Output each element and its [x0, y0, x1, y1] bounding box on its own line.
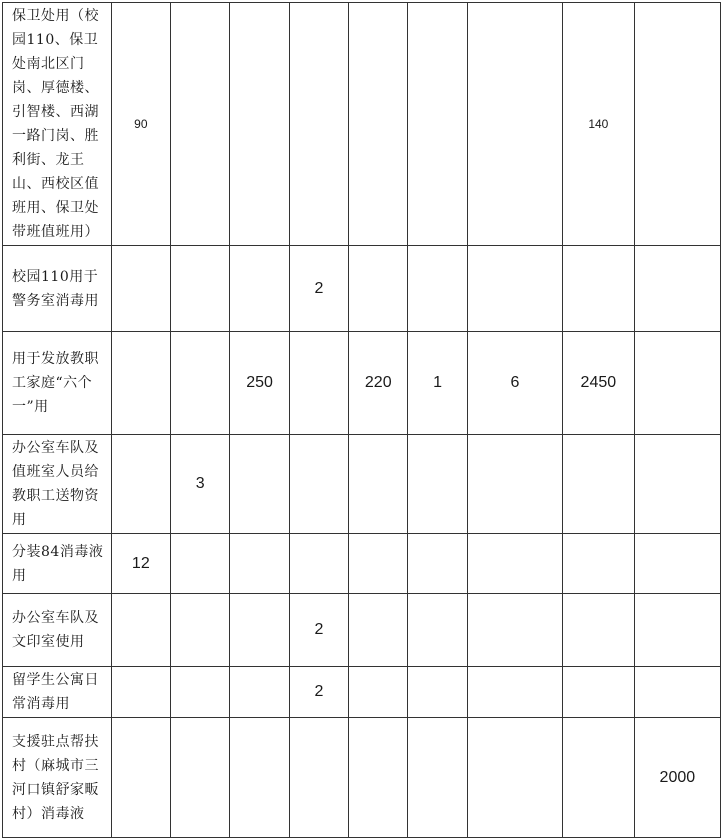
row-description: 留学生公寓日常消毒用 [3, 667, 112, 718]
table-cell [111, 332, 170, 435]
table-cell [467, 435, 562, 534]
table-cell: 2450 [563, 332, 635, 435]
table-cell: 140 [563, 3, 635, 246]
table-cell [563, 667, 635, 718]
table-cell [634, 594, 720, 667]
table-row [3, 246, 721, 332]
table-cell [111, 718, 170, 838]
table-cell [563, 246, 635, 332]
table-cell [111, 667, 170, 718]
table-cell [289, 332, 348, 435]
table-cell [230, 3, 289, 246]
table-cell [171, 594, 230, 667]
table-cell [467, 3, 562, 246]
table-row [3, 594, 721, 667]
table-cell [111, 594, 170, 667]
table-cell [408, 594, 467, 667]
table-row [3, 332, 721, 435]
table-cell [408, 667, 467, 718]
table-cell [171, 3, 230, 246]
table-cell [634, 3, 720, 246]
table-cell [408, 435, 467, 534]
table-cell [230, 718, 289, 838]
table-cell [467, 718, 562, 838]
table-cell [171, 718, 230, 838]
table-cell [171, 667, 230, 718]
table-cell [408, 3, 467, 246]
table-cell: 2000 [634, 718, 720, 838]
table-cell: 6 [467, 332, 562, 435]
table-cell [171, 246, 230, 332]
table-cell [171, 534, 230, 594]
table-cell [230, 435, 289, 534]
table-cell [563, 594, 635, 667]
row-description: 分装84消毒液用 [3, 534, 112, 594]
table-cell [111, 435, 170, 534]
table-cell [467, 667, 562, 718]
table-cell: 220 [349, 332, 408, 435]
table-cell [349, 667, 408, 718]
table-cell [408, 534, 467, 594]
table-row [3, 435, 721, 534]
table-cell [467, 594, 562, 667]
table-cell [349, 246, 408, 332]
supplies-table [2, 2, 721, 838]
table-cell [563, 435, 635, 534]
row-description: 用于发放教职工家庭“六个一”用 [3, 332, 112, 435]
row-description: 办公室车队及值班室人员给教职工送物资用 [3, 435, 112, 534]
table-cell: 2 [289, 594, 348, 667]
table-cell [408, 718, 467, 838]
table-cell [230, 594, 289, 667]
table-cell [111, 246, 170, 332]
table-cell [230, 667, 289, 718]
table-cell [289, 534, 348, 594]
table-cell [634, 435, 720, 534]
table-cell [349, 435, 408, 534]
table-cell [634, 246, 720, 332]
table-cell [171, 332, 230, 435]
table-cell [230, 534, 289, 594]
table-cell: 3 [171, 435, 230, 534]
table-cell [563, 718, 635, 838]
table-cell [289, 3, 348, 246]
table-cell [289, 435, 348, 534]
row-description: 保卫处用（校园110、保卫处南北区门岗、厚德楼、引智楼、西湖一路门岗、胜利街、龙王山、西校区值班用、保卫处带班值班用） [3, 3, 112, 246]
table-cell [349, 3, 408, 246]
table-cell [467, 534, 562, 594]
table-cell [349, 594, 408, 667]
table-row [3, 3, 721, 246]
table-cell: 12 [111, 534, 170, 594]
table-row [3, 718, 721, 838]
table-cell: 250 [230, 332, 289, 435]
table-cell [634, 667, 720, 718]
table-cell [408, 246, 467, 332]
table-cell [349, 718, 408, 838]
table-cell [634, 332, 720, 435]
table-cell: 2 [289, 667, 348, 718]
table-row [3, 667, 721, 718]
row-description: 支援驻点帮扶村（麻城市三河口镇舒家畈村）消毒液 [3, 718, 112, 838]
table-cell [349, 534, 408, 594]
table-cell [634, 534, 720, 594]
table-cell: 90 [111, 3, 170, 246]
table-cell [467, 246, 562, 332]
table-cell: 2 [289, 246, 348, 332]
row-description: 办公室车队及文印室使用 [3, 594, 112, 667]
table-cell: 1 [408, 332, 467, 435]
table-row [3, 534, 721, 594]
row-description: 校园110用于警务室消毒用 [3, 246, 112, 332]
table-cell [289, 718, 348, 838]
table-cell [563, 534, 635, 594]
table-cell [230, 246, 289, 332]
